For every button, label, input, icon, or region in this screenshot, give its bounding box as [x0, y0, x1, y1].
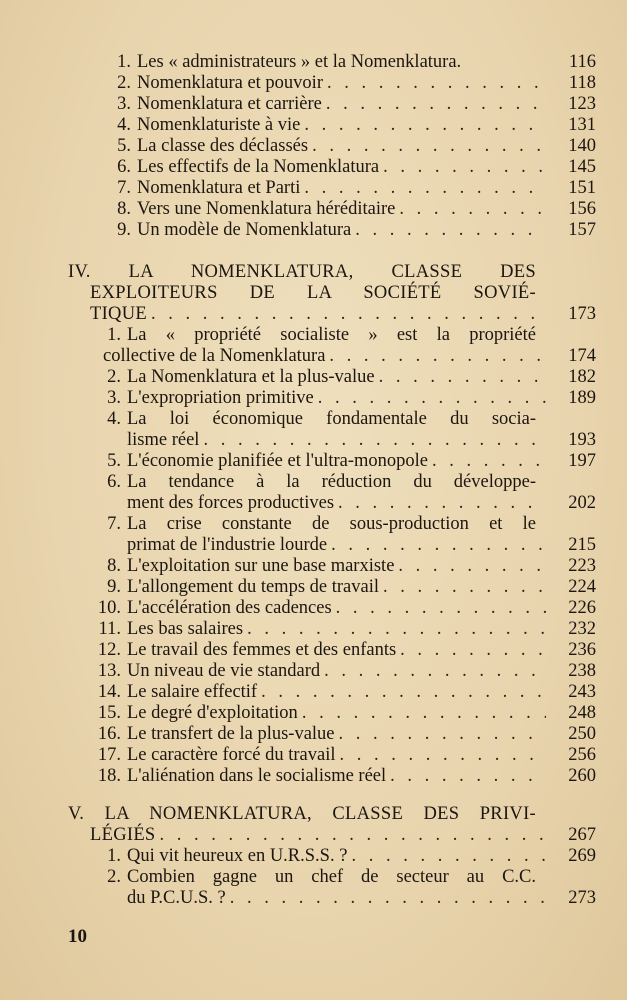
leader-dots — [396, 639, 546, 661]
entry-page: 193 — [568, 430, 596, 450]
entry-title: L'aliénation dans le socialisme réel — [127, 766, 387, 786]
entry-title: L'exploitation sur une base marxiste — [127, 556, 395, 576]
leader-dots — [327, 534, 546, 556]
toc-entry — [90, 303, 546, 325]
toc-entry — [96, 450, 546, 472]
entry-number: 3. — [117, 94, 131, 114]
leader-dots — [323, 72, 546, 94]
entry-title: Combien gagne un chef de secteur au C.C. — [127, 867, 536, 887]
leader-dots — [300, 177, 546, 199]
entry-number: 14. — [97, 682, 121, 702]
entry-title: Un modèle de Nomenklatura — [137, 220, 352, 240]
entry-title: La classe des déclassés — [137, 136, 309, 156]
entry-page: 236 — [568, 640, 596, 660]
entry-page: 260 — [568, 766, 596, 786]
entry-number: 5. — [107, 451, 121, 471]
section-heading: TIQUE — [90, 304, 147, 324]
section-heading: LÉGIÉS — [90, 825, 156, 845]
toc-entry — [90, 639, 546, 661]
leader-dots — [375, 366, 546, 388]
toc-entry — [96, 72, 546, 94]
toc-entry — [127, 887, 546, 909]
entry-title: Nomenklatura et Parti — [137, 178, 301, 198]
entry-page: 151 — [568, 178, 596, 198]
entry-page: 256 — [568, 745, 596, 765]
toc-entry — [90, 744, 546, 766]
leader-dots — [226, 887, 546, 909]
entry-title: La crise constante de sous-production et le — [127, 514, 536, 534]
entry-number: 5. — [117, 136, 131, 156]
entry-title: Le salaire effectif — [127, 682, 258, 702]
entry-number: 8. — [107, 556, 121, 576]
entry-page: 173 — [568, 304, 596, 324]
toc-entry — [96, 513, 536, 535]
entry-title: Nomenklatura et pouvoir — [137, 73, 323, 93]
leader-dots — [351, 219, 546, 241]
leader-dots — [395, 198, 546, 220]
toc-entry — [90, 824, 546, 846]
toc-entry — [96, 555, 546, 577]
leader-dots — [298, 702, 546, 724]
leader-dots — [335, 723, 546, 745]
leader-dots — [257, 681, 546, 703]
entry-title: Nomenklaturiste à vie — [137, 115, 301, 135]
entry-number: 1. — [117, 52, 131, 72]
toc-entry — [127, 534, 546, 556]
leader-dots — [332, 597, 546, 619]
toc-entry — [103, 345, 546, 367]
entry-number: 4. — [117, 115, 131, 135]
toc-entry — [96, 408, 536, 430]
leader-dots — [336, 744, 547, 766]
entry-number: 6. — [107, 472, 121, 492]
entry-title: Vers une Nomenklatura héréditaire — [137, 199, 396, 219]
entry-title: Un niveau de vie standard — [127, 661, 321, 681]
toc-entry — [90, 723, 546, 745]
leader-dots — [147, 303, 546, 325]
entry-number: 17. — [97, 745, 121, 765]
toc-entry — [90, 702, 546, 724]
entry-page: 189 — [568, 388, 596, 408]
entry-page: 156 — [568, 199, 596, 219]
entry-number: 18. — [97, 766, 121, 786]
toc-entry — [96, 135, 546, 157]
leader-dots — [334, 492, 546, 514]
entry-page: 273 — [568, 888, 596, 908]
entry-page: 215 — [568, 535, 596, 555]
entry-page: 157 — [568, 220, 596, 240]
entry-title: L'expropriation primitive — [127, 388, 314, 408]
section-heading: V. LA NOMENKLATURA, CLASSE DES PRIVI- — [68, 804, 536, 824]
entry-number: 10. — [97, 598, 121, 618]
entry-title: L'accélération des cadences — [127, 598, 332, 618]
entry-page: 118 — [568, 73, 596, 93]
leader-dots — [379, 576, 546, 598]
toc-entry — [96, 219, 546, 241]
toc-entry — [96, 845, 546, 867]
entry-page: 182 — [568, 367, 596, 387]
leader-dots — [379, 156, 546, 178]
entry-number: 4. — [107, 409, 121, 429]
toc-entry — [96, 366, 546, 388]
entry-title: Les effectifs de la Nomenklatura — [137, 157, 380, 177]
entry-number: 6. — [117, 157, 131, 177]
toc-entry — [96, 471, 536, 493]
entry-number: 7. — [107, 514, 121, 534]
entry-page: 250 — [568, 724, 596, 744]
entry-title: La tendance à la réduction du développe- — [127, 472, 536, 492]
leader-dots — [386, 765, 546, 787]
entry-page: 223 — [568, 556, 596, 576]
entry-page: 243 — [568, 682, 596, 702]
leader-dots — [347, 845, 546, 867]
page-number: 10 — [68, 926, 87, 947]
toc-entry — [96, 114, 546, 136]
leader-dots — [300, 114, 546, 136]
leader-dots — [243, 618, 546, 640]
toc-entry — [96, 324, 536, 346]
entry-title: L'économie planifiée et l'ultra-monopole — [127, 451, 429, 471]
entry-number: 2. — [107, 367, 121, 387]
entry-title-continued: du P.C.U.S. ? — [127, 888, 226, 908]
leader-dots — [320, 660, 546, 682]
leader-dots — [322, 93, 546, 115]
toc-entry — [90, 765, 546, 787]
entry-number: 2. — [117, 73, 131, 93]
toc-entry — [96, 198, 546, 220]
toc-entry — [96, 387, 546, 409]
entry-page: 197 — [568, 451, 596, 471]
toc-entry — [96, 866, 536, 888]
entry-page: 238 — [568, 661, 596, 681]
section-heading: EXPLOITEURS DE LA SOCIÉTÉ SOVIÉ- — [90, 283, 536, 303]
entry-title-continued: ment des forces productives — [127, 493, 335, 513]
toc-entry — [127, 429, 546, 451]
entry-title: Les « administrateurs » et la Nomenklatura. — [137, 52, 462, 72]
toc-entry — [90, 597, 546, 619]
entry-title: Le travail des femmes et des enfants — [127, 640, 397, 660]
entry-page: 267 — [568, 825, 596, 845]
leader-dots — [394, 555, 546, 577]
entry-page: 269 — [568, 846, 596, 866]
toc-entry — [90, 660, 546, 682]
entry-title-continued: primat de l'industrie lourde — [127, 535, 328, 555]
toc-entry — [96, 576, 546, 598]
entry-title: La loi économique fondamentale du socia- — [127, 409, 536, 429]
entry-title-continued: collective de la Nomenklatura — [103, 346, 326, 366]
entry-number: 7. — [117, 178, 131, 198]
entry-title: Nomenklatura et carrière — [137, 94, 322, 114]
entry-page: 224 — [568, 577, 596, 597]
leader-dots — [199, 429, 546, 451]
entry-number: 9. — [117, 220, 131, 240]
entry-number: 11. — [98, 619, 121, 639]
toc-entry — [90, 618, 546, 640]
entry-page: 232 — [568, 619, 596, 639]
entry-number: 16. — [97, 724, 121, 744]
entry-title: Le degré d'exploitation — [127, 703, 298, 723]
toc-entry — [90, 681, 546, 703]
section-heading: IV. LA NOMENKLATURA, CLASSE DES — [68, 262, 536, 282]
entry-page: 174 — [568, 346, 596, 366]
leader-dots — [308, 135, 546, 157]
entry-page: 131 — [568, 115, 596, 135]
entry-number: 13. — [97, 661, 121, 681]
entry-title: La Nomenklatura et la plus-value — [127, 367, 375, 387]
toc-entry — [96, 93, 546, 115]
entry-number: 9. — [107, 577, 121, 597]
leader-dots — [428, 450, 546, 472]
entry-number: 15. — [97, 703, 121, 723]
entry-page: 226 — [568, 598, 596, 618]
entry-page: 140 — [568, 136, 596, 156]
entry-page: 116 — [568, 52, 596, 72]
entry-number: 8. — [117, 199, 131, 219]
entry-page: 202 — [568, 493, 596, 513]
entry-page: 145 — [568, 157, 596, 177]
leader-dots — [314, 387, 546, 409]
toc-entry — [96, 177, 546, 199]
entry-title: Qui vit heureux en U.R.S.S. ? — [127, 846, 348, 866]
entry-number: 3. — [107, 388, 121, 408]
entry-title: Les bas salaires — [127, 619, 244, 639]
entry-title-continued: lisme réel — [127, 430, 200, 450]
entry-number: 12. — [97, 640, 121, 660]
entry-title: La « propriété socialiste » est la propriété — [127, 325, 536, 345]
toc-entry — [127, 492, 546, 514]
entry-title: Le transfert de la plus-value — [127, 724, 335, 744]
entry-title: L'allongement du temps de travail — [127, 577, 379, 597]
entry-number: 1. — [107, 846, 121, 866]
toc-entry — [96, 156, 546, 178]
entry-number: 2. — [107, 867, 121, 887]
toc-entry — [96, 51, 556, 73]
leader-dots — [156, 824, 546, 846]
entry-page: 123 — [568, 94, 596, 114]
entry-page: 248 — [568, 703, 596, 723]
entry-number: 1. — [107, 325, 121, 345]
leader-dots — [325, 345, 546, 367]
entry-title: Le caractère forcé du travail — [127, 745, 336, 765]
